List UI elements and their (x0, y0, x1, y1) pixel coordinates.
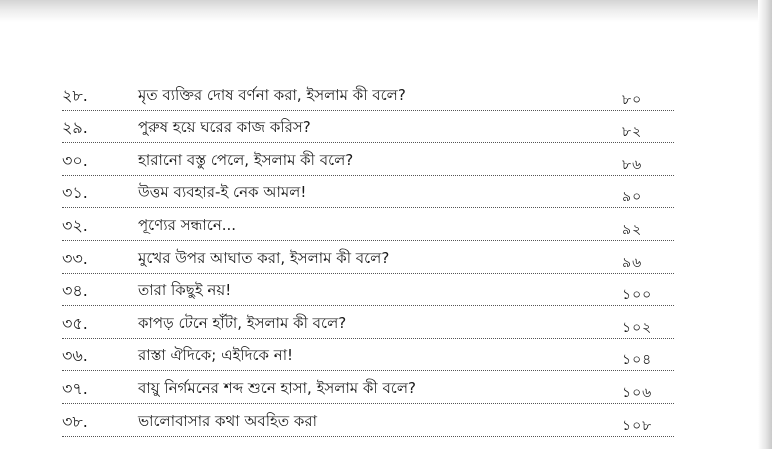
toc-entry-page: ৮০ (622, 91, 643, 108)
toc-row (62, 371, 674, 404)
toc-row (62, 274, 674, 307)
toc-entry-number: ২৮. (62, 85, 88, 105)
toc-entry-page: ৮৬ (622, 156, 643, 173)
toc-entry-page: ১০০ (622, 287, 653, 304)
toc-entry-title: হারানো বস্তু পেলে, ইসলাম কী বলে? (138, 150, 354, 169)
toc-entry-number: ৩৭. (62, 378, 88, 398)
toc-entry-page: ১০৪ (622, 352, 653, 369)
toc-entry-number: ৩৪. (62, 281, 88, 301)
toc-entry-number: ৩৫. (62, 313, 88, 333)
toc-entry-number: ৩২. (62, 215, 88, 235)
toc-entry-number: ৩৬. (62, 346, 88, 366)
toc-entry-title: পূণ্যের সন্ধানে... (138, 215, 237, 234)
toc-entry-page: ১০৬ (622, 384, 653, 401)
toc-row (62, 176, 674, 209)
toc-entry-title: মুখের উপর আঘাত করা, ইসলাম কী বলে? (138, 248, 390, 267)
toc-row (62, 404, 674, 437)
toc-entry-page: ৯৬ (622, 254, 643, 271)
toc-row (62, 111, 674, 144)
toc-entry-number: ২৯. (62, 118, 88, 138)
toc-entry-page: ৮২ (622, 124, 643, 141)
toc-entry-number: ৩১. (62, 183, 88, 203)
toc-entry-title: উত্তম ব্যবহার-ই নেক আমল! (138, 183, 307, 202)
table-of-contents (62, 78, 674, 437)
toc-entry-title: তারা কিছুই নয়! (138, 281, 232, 300)
toc-row (62, 78, 674, 111)
toc-entry-number: ৩০. (62, 150, 88, 170)
toc-entry-page: ৯২ (622, 221, 643, 238)
toc-entry-number: ৩৮. (62, 411, 88, 431)
toc-entry-title: পুরুষ হয়ে ঘরের কাজ করিস? (138, 118, 311, 137)
page-edge (758, 0, 772, 449)
toc-entry-title: রাস্তা ঐদিকে; এইদিকে না! (138, 346, 294, 365)
toc-entry-page: ৯০ (622, 189, 643, 206)
toc-entry-number: ৩৩. (62, 248, 88, 268)
toc-row (62, 208, 674, 241)
toc-row (62, 241, 674, 274)
toc-entry-title: ভালোবাসার কথা অবহিত করা (138, 411, 318, 430)
toc-entry-title: কাপড় টেনে হাঁটা, ইসলাম কী বলে? (138, 313, 347, 332)
toc-entry-page: ১০২ (622, 319, 653, 336)
toc-row (62, 143, 674, 176)
toc-entry-page: ১০৮ (622, 417, 653, 434)
toc-entry-title: বায়ু নির্গমনের শব্দ শুনে হাসা, ইসলাম কী বলে? (138, 378, 416, 397)
toc-row (62, 339, 674, 372)
top-shadow (0, 0, 772, 22)
toc-entry-title: মৃত ব্যক্তির দোষ বর্ণনা করা, ইসলাম কী বলে? (138, 85, 406, 104)
toc-row (62, 306, 674, 339)
